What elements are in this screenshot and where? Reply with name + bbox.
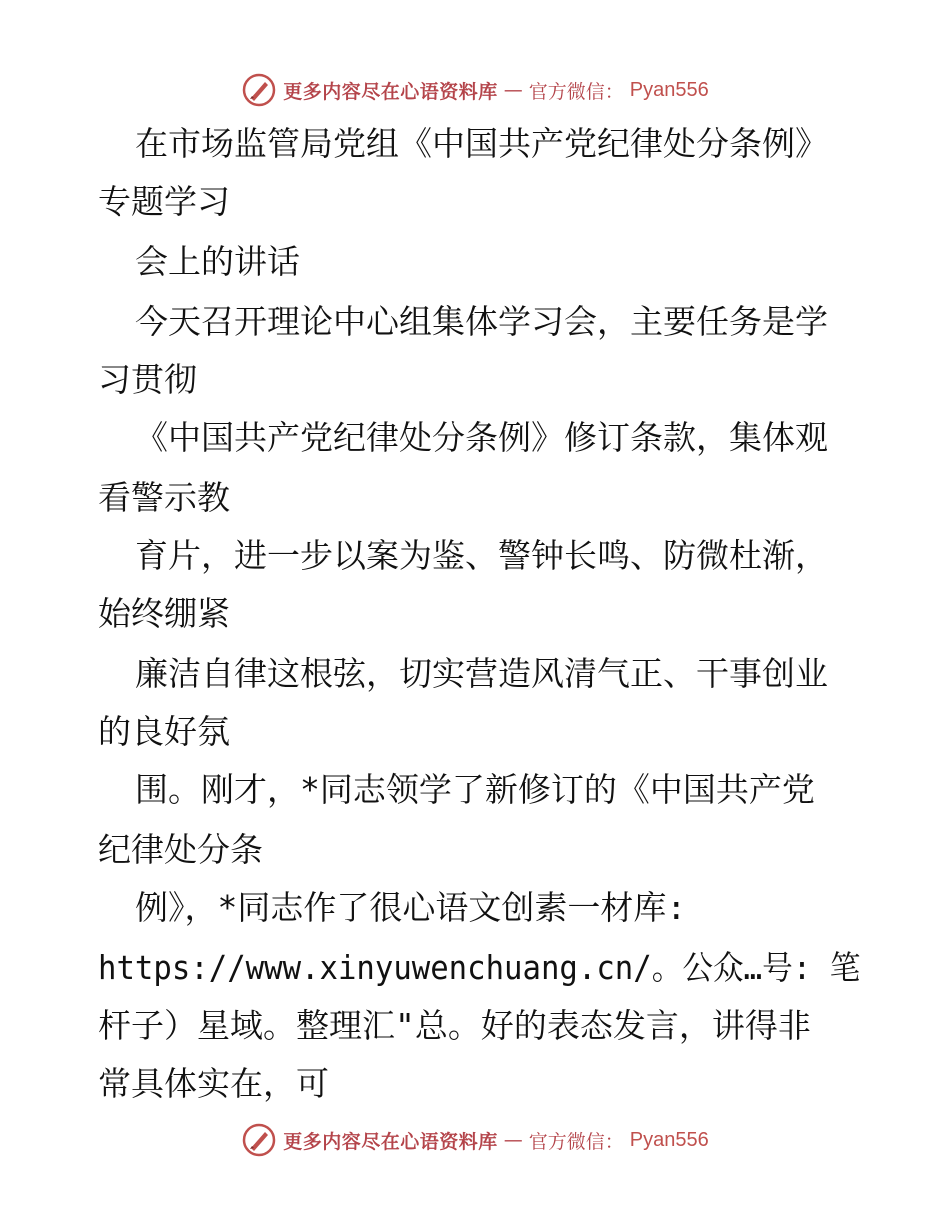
body-text-line: 围。刚才，*同志领学了新修订的《中国共产党 — [135, 770, 815, 809]
pen-logo-icon — [241, 72, 277, 108]
body-text-line: https://www.xinyuwenchuang.cn/。公众…号: 笔 — [98, 948, 861, 987]
banner-dash: — — [503, 1129, 523, 1151]
banner-wechat-id: Pyan556 — [629, 1128, 709, 1151]
footer-watermark-banner — [0, 1120, 950, 1160]
body-text-line: 廉洁自律这根弦，切实营造风清气正、干事创业 — [135, 654, 828, 693]
header-watermark-banner — [0, 70, 950, 110]
body-text-line: 常具体实在，可 — [98, 1064, 329, 1103]
body-text-line: 杆子）星域。整理汇"总。好的表态发言，讲得非 — [98, 1006, 811, 1045]
body-text-line: 的良好氛 — [98, 712, 230, 751]
banner-wechat-id: Pyan556 — [629, 78, 709, 101]
body-text-line: 育片，进一步以案为鉴、警钟长鸣、防微杜渐， — [135, 536, 828, 575]
body-text-line: 始终绷紧 — [98, 594, 230, 633]
banner-wechat-label: 官方微信： — [528, 80, 624, 103]
body-text-line: 纪律处分条 — [98, 830, 263, 869]
pen-logo-icon — [241, 1122, 277, 1158]
body-text-line: 今天召开理论中心组集体学习会，主要任务是学 — [135, 302, 828, 341]
body-text-line: 习贯彻 — [98, 360, 197, 399]
banner-site-name: 更多内容尽在心语资料库 — [283, 80, 498, 103]
body-text-line: 《中国共产党纪律处分条例》修订条款，集体观 — [135, 418, 828, 457]
body-text-line: 例》，*同志作了很心语文创素一材库: — [135, 888, 687, 927]
body-text-line: 看警示教 — [98, 478, 230, 517]
body-text-line: 会上的讲话 — [135, 242, 300, 281]
banner-wechat-label: 官方微信： — [528, 1130, 624, 1153]
body-text-line: 在市场监管局党组《中国共产党纪律处分条例》 — [135, 124, 828, 163]
banner-dash: — — [503, 79, 523, 101]
banner-site-name: 更多内容尽在心语资料库 — [283, 1130, 498, 1153]
body-text-line: 专题学习 — [98, 182, 230, 221]
